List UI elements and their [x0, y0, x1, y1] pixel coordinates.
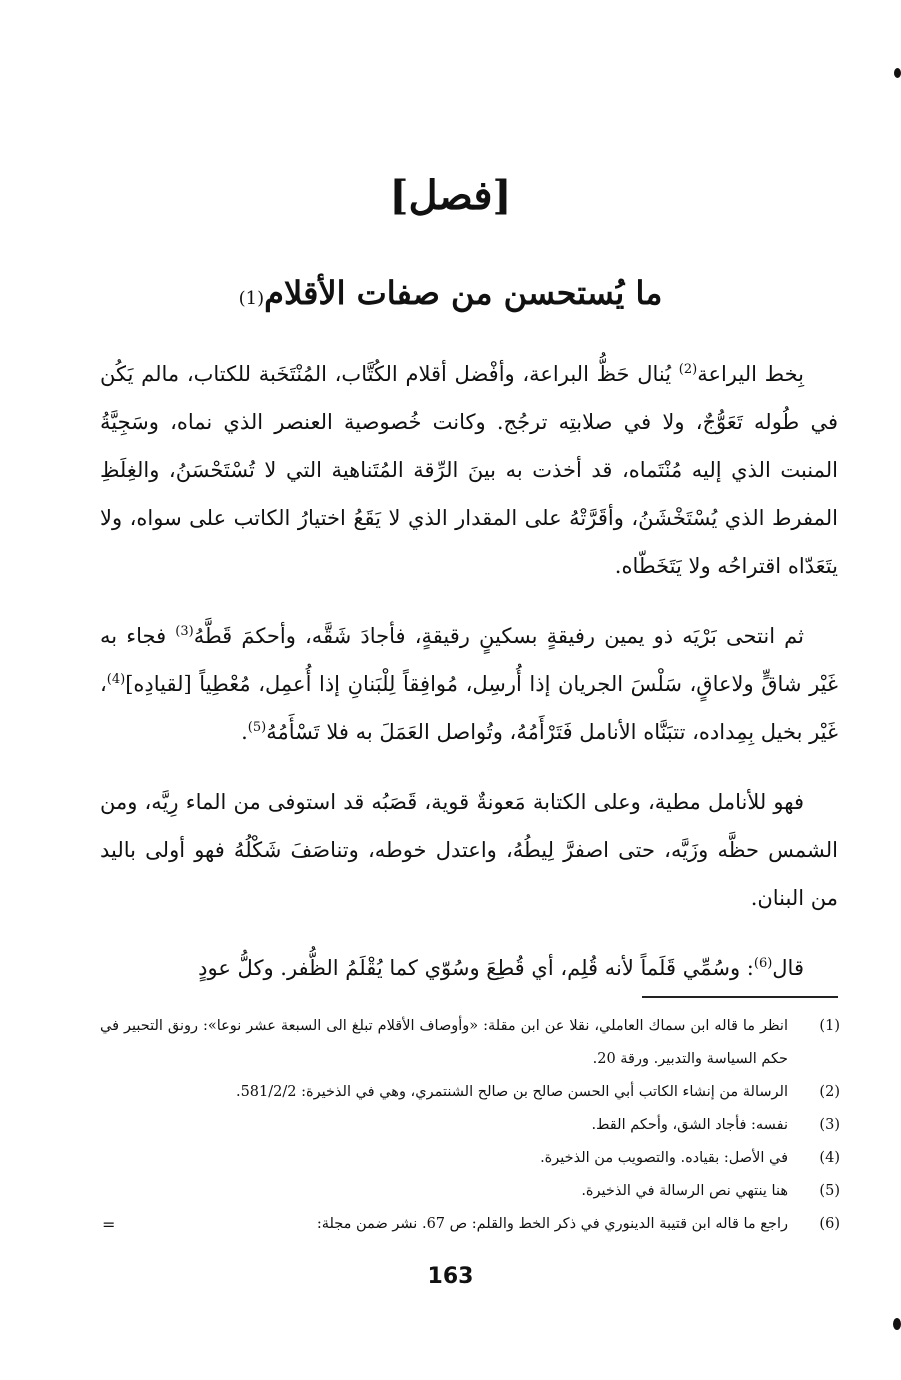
footnote: [100, 1010, 840, 1076]
paragraph: بِخط اليراعة$^{(2)}$ يُنال حَظُّ البراعة، وأفْضل أقلام الكُتَّاب، المُنْتَخَبة للكتاب، مالم يَكُن في طُوله تَعَوُّجٌ، ولا في صلابتِه ترجُج. وكانت خُصوصية العنصر الذي نماه، وسَجِيَّةُ المنبت الذي إليه مُنْتَماه، قد أخذت به بينَ الرِّقة المُتَناهية التي لا تُسْتَحْسَنُ، والغِلَظِ المفرط الذي يُسْتَخْشَنُ، وأقَرَّتْهُ على المقدار الذي لا يَقَعُ اختيارُ الكاتب على سواه، ولا يتَعَدّاه اقتراحُه ولا يَتَخَطّاه.: [100, 362, 838, 578]
footnote: [100, 1208, 840, 1241]
scan-edge-mark: [894, 68, 901, 78]
footnote: [100, 1076, 840, 1109]
footnote-ref: (2): [678, 362, 698, 377]
chapter-title-text: ما يُستحسن من صفات الأقلام: [264, 274, 663, 312]
body-text: [100, 350, 838, 992]
footnote-number: (3): [819, 1117, 840, 1133]
footnote-number: (4): [819, 1150, 840, 1166]
footnote-text: نفسه: فأجاد الشق، وأحكم القط.: [591, 1117, 788, 1133]
chapter-title: [0, 265, 901, 321]
footnote-ref: (1): [238, 288, 265, 309]
footnote-ref: (5): [247, 720, 267, 735]
footnote-divider: [642, 996, 838, 998]
footnote-text: الرسالة من إنشاء الكاتب أبي الحسن صالح بن صالح الشنتمري، وهي في الذخيرة: 581/2/2.: [235, 1084, 788, 1100]
footnote-ref: (6): [753, 956, 773, 971]
section-heading: [فصل]: [389, 172, 512, 219]
paragraph: فهو للأنامل مطية، وعلى الكتابة مَعونةٌ قوية، قَصَبُه قد استوفى من الماء رِيَّه، ومن الشمس حظَّه وزَيَّه، حتى اصفرَّ لِيطُهُ، واعتدل خوطه، وتناصَفَ شَكْلُهُ فهو أولى باليد من البنان.: [100, 790, 838, 910]
footnote-number: (1): [819, 1018, 840, 1034]
footnote-text: هنا ينتهي نص الرسالة في الذخيرة.: [581, 1183, 788, 1199]
footnote-text: راجع ما قاله ابن قتيبة الدينوري في ذكر الخط والقلم: ص 67. نشر ضمن مجلة:: [316, 1216, 788, 1232]
footnote-number: (5): [819, 1183, 840, 1199]
footnote-number: (2): [819, 1084, 840, 1100]
scan-edge-mark: [893, 1318, 901, 1330]
footnote: [100, 1142, 840, 1175]
continuation-mark: =: [102, 1215, 116, 1234]
footnote-text: في الأصل: بقياده. والتصويب من الذخيرة.: [540, 1150, 788, 1166]
footnote-number: (6): [819, 1216, 840, 1232]
paragraph: ثم انتحى بَرْيَه ذو يمين رفيقةٍ بسكينٍ رقيقةٍ، فأجادَ شَقَّه، وأحكمَ قَطَّهُ$^{(3)}$ فجاء به غَيْر شاقٍّ ولاعاقٍ، سَلْسَ الجريان إذا أُرسِل، مُوافِقاً لِلْبَنانِ إذا أُعمِل، مُعْطِياً [لقيادِه]$^{(4)}$، غَيْر بخيل بِمِداده، تتبَنَّاه الأنامل فَتَرْأَمُهُ، وتُواصل العَمَلَ به فلا تَسْأَمُهُ$^{(5)}$.: [100, 624, 838, 744]
footnote: [100, 1109, 840, 1142]
footnote-ref: (3): [175, 624, 194, 639]
footnote: [100, 1175, 840, 1208]
footnote-ref: (4): [106, 672, 126, 687]
footnotes: [100, 1010, 840, 1241]
paragraph: قال$^{(6)}$: وسُمِّي قَلَماً لأنه قُلِم، أي قُطِعَ وسُوّي كما يُقْلَمُ الظُّفر. وكلُّ عودٍ: [198, 956, 804, 980]
footnote-text: انظر ما قاله ابن سماك العاملي، نقلا عن ابن مقلة: «وأوصاف الأقلام تبلغ الى السبعة عشر نوعا»: رونق التحبير في حكم السياسة والتدبير. ورقة 20.: [100, 1018, 788, 1067]
page-number: 163: [427, 1264, 474, 1289]
